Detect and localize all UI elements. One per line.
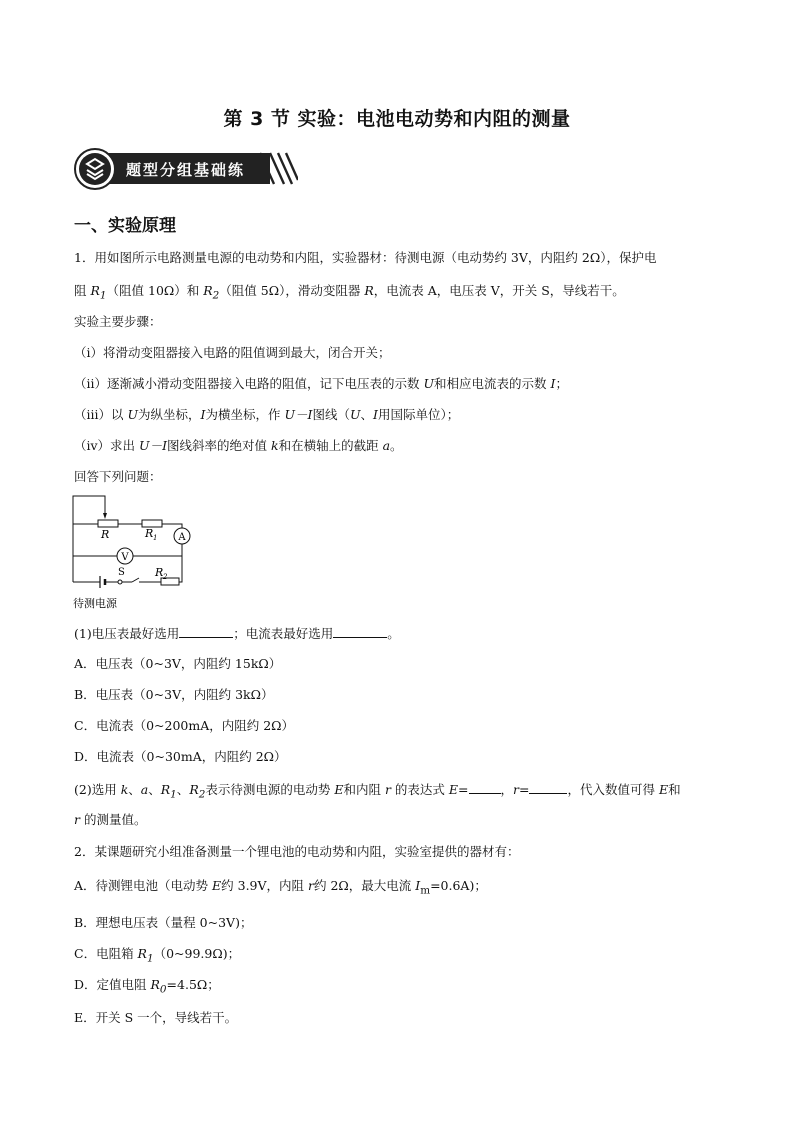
ammeter-label: A	[178, 532, 186, 543]
resistor-r1	[142, 520, 162, 527]
q1-sub2-line1: (2)选用 k、a、$R_1$、$R_2$表示待测电源的电动势 E和内阻 r 的表达式 E= ，r= ，代入数值可得 E和	[74, 782, 681, 801]
circuit-diagram	[70, 493, 200, 615]
q2-intro: 2．某课题研究小组准备测量一个锂电池的电动势和内阻，实验室提供的器材有：	[74, 844, 520, 859]
blank-resistance[interactable]	[529, 781, 567, 794]
q1-answer-label: 回答下列问题：	[74, 469, 162, 484]
q1-intro-line1: 1．用如图所示电路测量电源的电动势和内阻，实验器材：待测电源（电动势约 3V，内阻约 2Ω），保护电	[74, 250, 657, 265]
label-r2: R	[155, 566, 164, 579]
label-s: S	[118, 567, 125, 578]
q2-option-b: B．理想电压表（量程 0~3V)；	[74, 915, 253, 930]
page-title: 第 3 节 实验：电池电动势和内阻的测量	[223, 108, 571, 130]
q1-option-a: A．电压表（0~3V，内阻约 15kΩ）	[74, 656, 282, 671]
q1-sub1: (1)电压表最好选用 ；电流表最好选用 。	[74, 626, 400, 641]
q1-option-d: D．电流表（0~30mA，内阻约 2Ω）	[74, 749, 287, 764]
blank-ammeter[interactable]	[333, 625, 387, 638]
q1-step-2: （ii）逐渐减小滑动变阻器接入电路的阻值，记下电压表的示数 U和相应电流表的示数 I；	[74, 376, 568, 391]
slider-arrow-icon	[103, 513, 107, 519]
q1-step-1: （i）将滑动变阻器接入电路的阻值调到最大，闭合开关；	[74, 345, 391, 360]
banner-graphic	[74, 148, 298, 190]
q2-option-e: E．开关 S 一个，导线若干。	[74, 1010, 238, 1025]
label-r: R	[101, 528, 110, 541]
q1-option-b: B．电压表（0~3V，内阻约 3kΩ）	[74, 687, 274, 702]
q1-sub2-line2: r 的测量值。	[74, 812, 147, 827]
q1-steps-label: 实验主要步骤：	[74, 314, 162, 329]
rheostat-r	[98, 520, 118, 527]
label-r2-sub: 2	[163, 573, 168, 581]
q1-step-4: （iv）求出 U－I图线斜率的绝对值 k和在横轴上的截距 a。	[74, 438, 403, 453]
label-r1: R	[145, 527, 154, 540]
blank-voltmeter[interactable]	[179, 625, 233, 638]
q1-step-3: （iii）以 U为纵坐标，I为横坐标，作 U－I图线（U、I用国际单位）；	[74, 407, 460, 422]
section-banner	[74, 148, 298, 190]
blank-emf[interactable]	[469, 781, 501, 794]
source-label: 待测电源	[73, 597, 117, 610]
switch-icon	[118, 580, 122, 584]
q1-option-c: C．电流表（0~200mA，内阻约 2Ω）	[74, 718, 295, 733]
q2-option-a: A．待测锂电池（电动势 E约 3.9V，内阻 r约 2Ω，最大电流 $I_m=0.6A$)；	[74, 878, 487, 897]
banner-label: 题型分组基础练	[126, 161, 246, 179]
q2-option-c: C．电阻箱 $R_1(0\sim 99.9\Omega)$；	[74, 946, 241, 965]
q2-option-d: D．定值电阻 $R_0=4.5\Omega$；	[74, 977, 220, 996]
voltmeter-label: V	[121, 552, 129, 563]
q1-intro-line2: 阻 $R_1$（阻值 10Ω）和 $R_2$（阻值 5Ω），滑动变阻器 R，电流表 A，电压表 V，开关 S，导线若干。	[74, 283, 625, 302]
section-heading: 一、实验原理	[74, 216, 176, 236]
label-r1-sub: 1	[153, 534, 158, 542]
